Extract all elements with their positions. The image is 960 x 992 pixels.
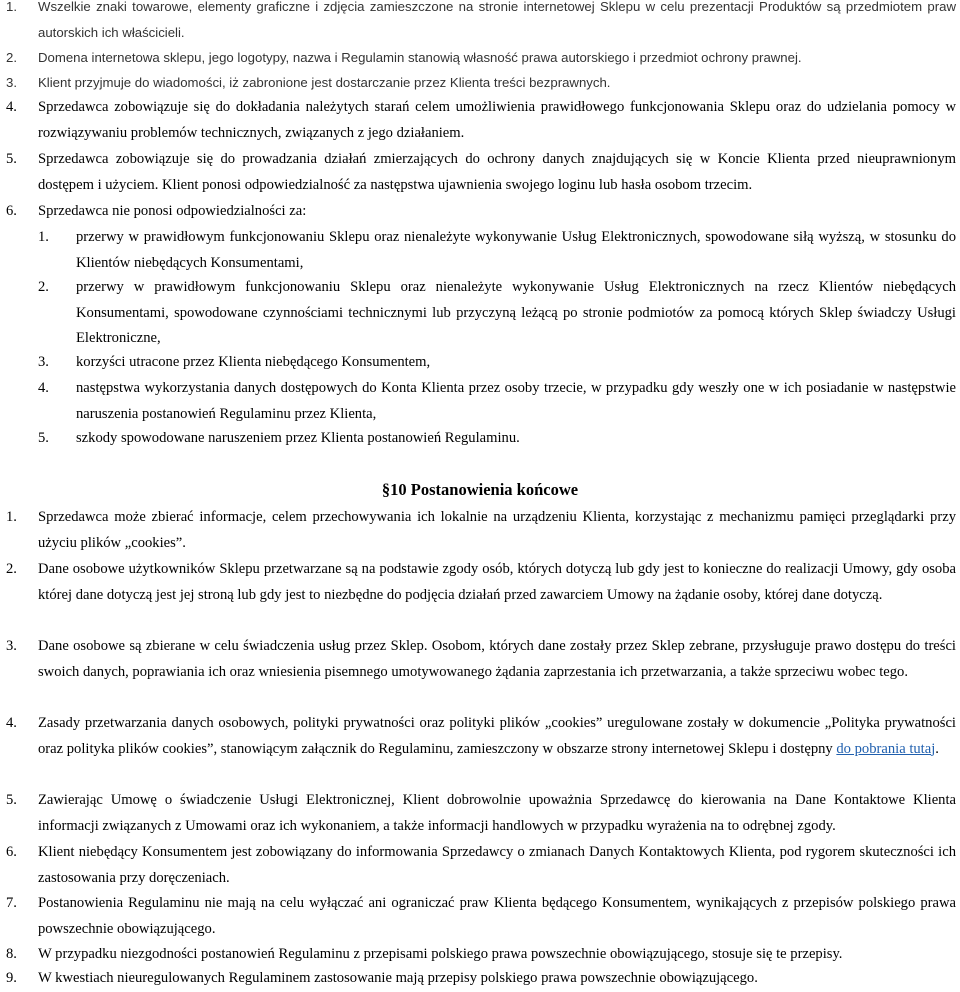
item-number: 2.: [6, 50, 17, 65]
item-number: 5.: [6, 792, 17, 808]
item-text: Sprzedawca zobowiązuje się do dokładania należytych starań celem umożliwienia prawidłowego funkcjonowania Sklepu oraz do udzielania pomocy w rozwiązywaniu problemów technicznych, związanych z jego działaniem.: [38, 99, 956, 141]
item-number: 2.: [6, 561, 17, 577]
item-number: 6.: [6, 844, 17, 860]
item-text: następstwa wykorzystania danych dostępowych do Konta Klienta przez osoby trzecie, w przypadku gdy weszły one w ich posiadanie w następstwie naruszenia postanowień Regulaminu przez Klienta,: [76, 380, 956, 422]
item-number: 1.: [6, 0, 17, 14]
item-text: Postanowienia Regulaminu nie mają na celu wyłączać ani ograniczać praw Klienta będącego Konsumentem, wynikających z przepisów polskiego prawa powszechnie obowiązującego.: [38, 895, 956, 937]
item-number: 7.: [6, 895, 17, 911]
item-text: Sprzedawca zobowiązuje się do prowadzania działań zmierzających do ochrony danych znajdujących się w Koncie Klienta przed nieuprawnionym dostępem i użyciem. Klient ponosi odpowiedzialność za następstwa ujawnienia swojego loginu lub hasła osobom trzecim.: [38, 151, 956, 193]
item-number: 3.: [6, 638, 17, 654]
item-number: 8.: [6, 946, 17, 962]
item-text: Dane osobowe są zbierane w celu świadczenia usług przez Sklep. Osobom, których dane zostały przez Sklep zebrane, przysługuje prawo dostępu do treści swoich danych, poprawiania ich oraz wniesienia pisemnego umotywowanego żądania zaprzestania ich przetwarzania, a także sprzeciwu wobec tego.: [38, 638, 956, 680]
item-number: 5.: [38, 430, 49, 446]
item-text-main: Zasady przetwarzania danych osobowych, polityki prywatności oraz polityki plików „cookies” uregulowane zostały w dokumencie „Polityka prywatności oraz polityka plików cookies”, stanowiącym załącznik do Regulaminu, zamieszczony w obszarze strony internetowej Sklepu i dostępny: [38, 715, 956, 757]
download-link[interactable]: do pobrania tutaj: [836, 740, 936, 757]
item-text: Klient niebędący Konsumentem jest zobowiązany do informowania Sprzedawcy o zmianach Danych Kontaktowych Klienta, pod rygorem skuteczności ich zastosowania przy doręczeniach.: [38, 844, 956, 886]
item-number: 2.: [38, 279, 49, 295]
item-number: 9.: [6, 970, 17, 986]
item-text: Wszelkie znaki towarowe, elementy graficzne i zdjęcia zamieszczone na stronie internetowej Sklepu w celu prezentacji Produktów są przedmiotem praw autorskich ich właścicieli.: [38, 0, 956, 40]
item-number: 4.: [38, 380, 49, 396]
item-number: 5.: [6, 151, 17, 167]
item-text: Sprzedawca nie ponosi odpowiedzialności za:: [38, 203, 307, 219]
item-text: szkody spowodowane naruszeniem przez Klienta postanowień Regulaminu.: [76, 430, 520, 446]
item-text: Dane osobowe użytkowników Sklepu przetwarzane są na podstawie zgody osób, których dotyczą lub gdy jest to konieczne do realizacji Umowy, gdy osoba której dane dotyczą jest jej stroną lub gdy jest to niezbędne do podjęcia działań przed zawarciem Umowy na żądanie osoby, której dane dotyczą.: [38, 561, 956, 603]
item-text: W przypadku niezgodności postanowień Regulaminu z przepisami polskiego prawa powszechnie obowiązującego, stosuje się te przepisy.: [38, 946, 843, 962]
item-number: 4.: [6, 715, 17, 731]
item-text: Klient przyjmuje do wiadomości, iż zabronione jest dostarczanie przez Klienta treści bezprawnych.: [38, 75, 611, 90]
item-number: 1.: [38, 229, 49, 245]
item-text: Zawierając Umowę o świadczenie Usługi Elektronicznej, Klient dobrowolnie upoważnia Sprzedawcę do kierowania na Dane Kontaktowe Klienta informacji związanych z Umowami oraz ich wykonaniem, a także informacji handlowych w przypadku wyrażenia na to odrębnej zgody.: [38, 792, 956, 834]
item-text: przerwy w prawidłowym funkcjonowaniu Sklepu oraz nienależyte wykonywanie Usług Elektronicznych na rzecz Klientów niebędących Konsumentami, spowodowane czynnościami technicznymi lub przyczyną leżącą po stronie podmiotów za pomocą których Sklep świadczy Usługi Elektroniczne,: [76, 279, 956, 346]
item-number: 4.: [6, 99, 17, 115]
section-heading: §10 Postanowienia końcowe: [381, 480, 579, 499]
item-text: [38, 711, 956, 762]
item-number: 6.: [6, 203, 17, 219]
item-number: 1.: [6, 509, 17, 525]
item-text: przerwy w prawidłowym funkcjonowaniu Sklepu oraz nienależyte wykonywanie Usług Elektronicznych, spowodowane siłą wyższą, w stosunku do Klientów niebędących Konsumentami,: [76, 229, 956, 271]
item-text: Sprzedawca może zbierać informacje, celem przechowywania ich lokalnie na urządzeniu Klienta, korzystając z mechanizmu pamięci przeglądarki przy użyciu plików „cookies”.: [38, 509, 956, 551]
item-text-end: .: [935, 740, 939, 757]
item-number: 3.: [6, 75, 17, 90]
item-text: korzyści utracone przez Klienta niebędącego Konsumentem,: [76, 354, 431, 370]
item-number: 3.: [38, 354, 49, 370]
item-text: Domena internetowa sklepu, jego logotypy, nazwa i Regulamin stanowią własność prawa autorskiego i przedmiot ochrony prawnej.: [38, 50, 802, 65]
item-text: W kwestiach nieuregulowanych Regulaminem zastosowanie mają przepisy polskiego prawa powszechnie obowiązującego.: [38, 970, 758, 986]
